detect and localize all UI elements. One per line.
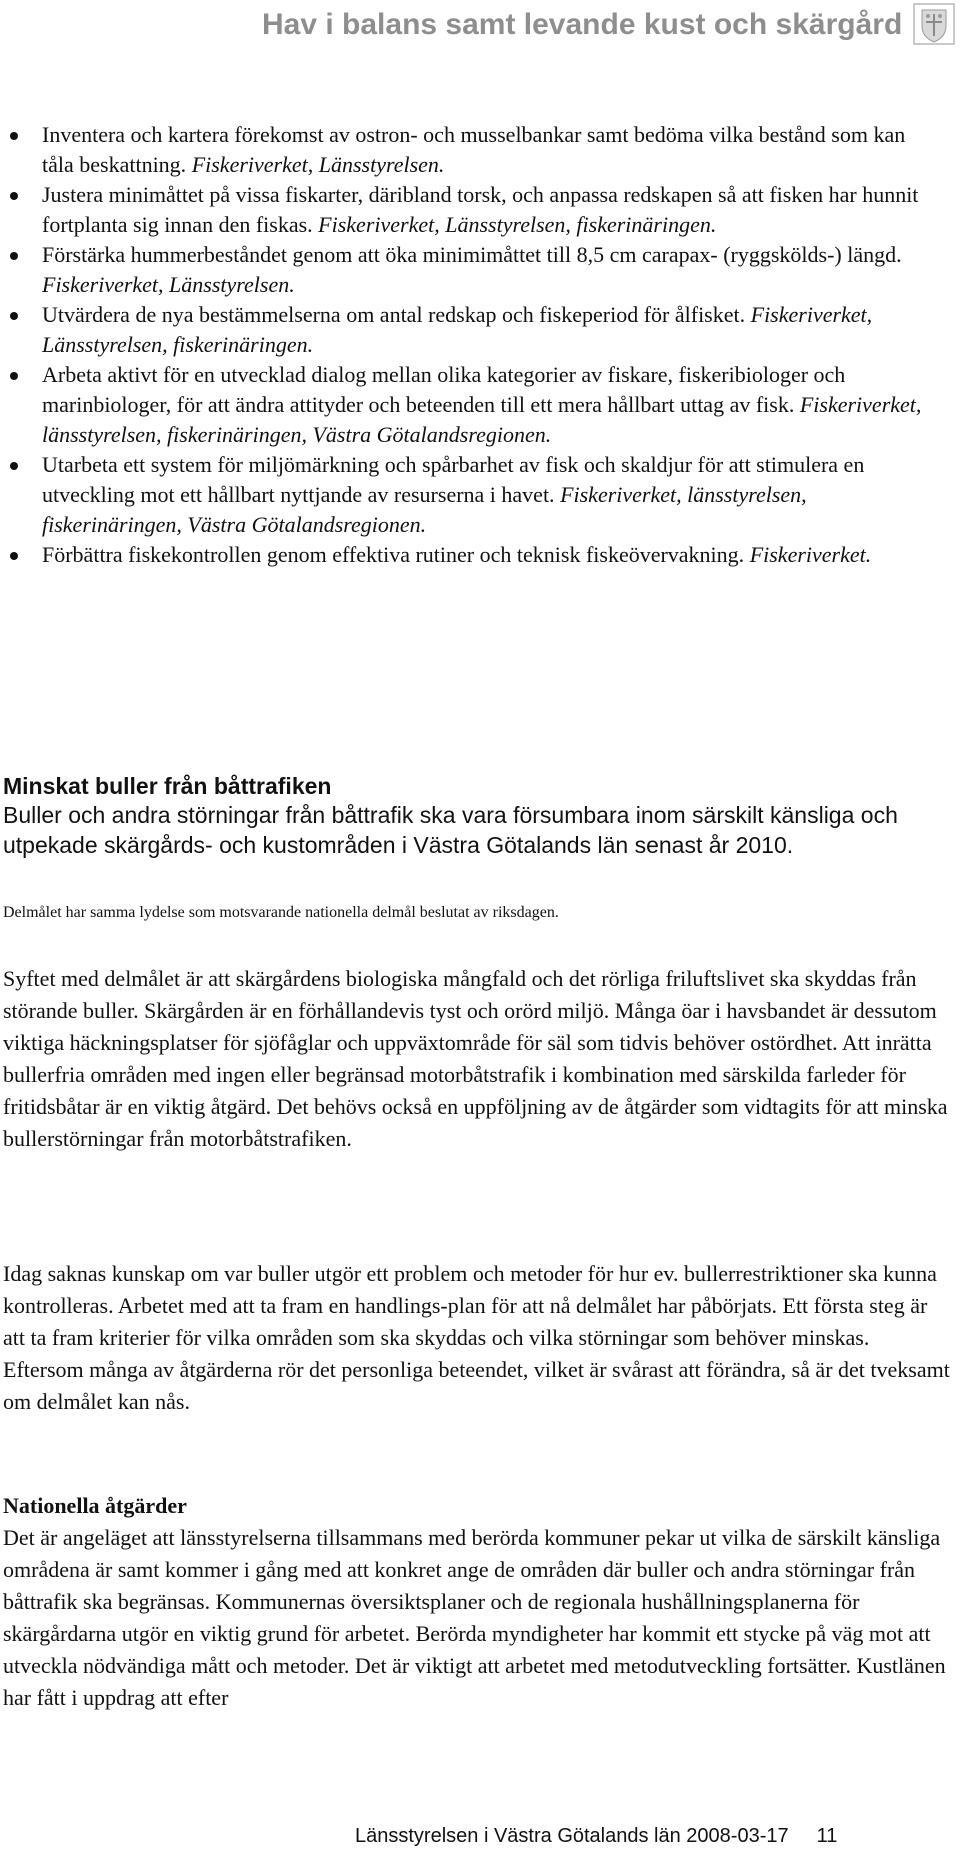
item-responsible: Fiskeriverket, Länsstyrelsen, fiskerinäringen. [42,302,873,357]
list-item [0,540,922,570]
paragraph-purpose: Syftet med delmålet är att skärgårdens biologiska mångfald och det rörliga friluftslivet ska skyddas från störande buller. Skärgården är en förhållandevis tyst och orörd miljö. Många öar i havsbandet är dessutom viktiga häckningsplatser för sjöfåglar och uppväxtområde för säl som tidvis behöver ostördhet. Att inrätta bullerfria områden med ingen eller begränsad motorbåtstrafik i kombination med särskilda farleder för fritidsbåtar är en viktig åtgärd. Det behövs också en uppföljning av de åtgärder som vidtagits för att minska bullerstörningar från motorbåtstrafiken. [3,966,948,1151]
page-header [0,0,960,60]
goal-statement: Buller och andra störningar från båttrafik ska vara försumbara inom särskilt känsliga och utpekade skärgårds- och kustområden i Västra Götalands län senast år 2010. [3,802,898,858]
list-item [0,360,922,450]
item-text: Förstärka hummerbeståndet genom att öka minimimåttet till 8,5 cm carapax- (ryggskölds-) längd. [42,242,902,267]
paragraph-national-measures: Det är angeläget att länsstyrelserna tillsammans med berörda kommuner pekar ut vilka de särskilt känsliga områdena är samt kommer i gång med att konkret ange de områden där buller och andra störningar från båttrafik ska begränsas. Kommunernas översiktsplaner och de regionala hushållningsplanerna för skärgårdarna utgör en viktig grund för arbetet. Berörda myndigheter har kommit ett stycke på väg mot att utveckla nödvändiga mått och metoder. Det är viktigt att arbetet med metodutveckling fortsätter. Kustlänen har fått i uppdrag att efter [3,1525,946,1710]
county-coat-of-arms-logo [912,2,956,46]
goal-note: Delmålet har samma lydelse som motsvarande nationella delmål beslutat av riksdagen. [3,904,559,921]
item-responsible: Fiskeriverket, Länsstyrelsen. [42,272,295,297]
page-number: 11 [816,1825,838,1847]
item-responsible: Fiskeriverket, länsstyrelsen, fiskerinäringen, Västra Götalandsregionen. [42,482,807,537]
item-responsible: Fiskeriverket. [749,542,872,567]
item-text: Justera minimåttet på vissa fiskarter, däribland torsk, och anpassa redskapen så att fisken har hunnit fortplanta sig innan den fiskas. [42,182,919,237]
item-text: Utvärdera de nya bestämmelserna om antal redskap och fiskeperiod för ålfisket. [42,302,746,327]
item-text: Inventera och kartera förekomst av ostron- och musselbankar samt bedöma vilka bestånd som kan tåla beskattning. [42,122,906,177]
item-responsible: Fiskeriverket, Länsstyrelsen, fiskerinäringen. [318,212,717,237]
list-item [0,240,922,300]
header-title: Hav i balans samt levande kust och skärgård [262,8,903,41]
action-list [0,120,960,570]
paragraph-status: Idag saknas kunskap om var buller utgör ett problem och metoder för hur ev. bullerrestriktioner ska kunna kontrolleras. Arbetet med att ta fram en handlings-plan för att nå delmålet har påbörjats. Ett första steg är att ta fram kriterier för vilka områden som ska skyddas och vilka störningar som behöver minskas. Eftersom många av åtgärderna rör det personliga beteendet, vilket är svårast att förändra, så är det tveksamt om delmålet kan nås. [3,1261,950,1414]
item-text: Förbättra fiskekontrollen genom effektiva rutiner och teknisk fiskeövervakning. [42,542,745,567]
item-text: Arbeta aktivt för en utvecklad dialog mellan olika kategorier av fiskare, fiskeribiologer och marinbiologer, för att ändra attityder och beteenden till ett mera hållbart uttag av fisk. [42,362,846,417]
list-item [0,300,922,360]
item-responsible: Fiskeriverket, Länsstyrelsen. [191,152,445,177]
list-item [0,180,922,240]
list-item [0,120,922,180]
list-item [0,450,922,540]
page-footer [355,1824,837,1848]
section-heading: Minskat buller från båttrafiken [3,773,332,799]
subsection-heading: Nationella åtgärder [3,1493,187,1518]
item-text: Utarbeta ett system för miljömärkning och spårbarhet av fisk och skaldjur för att stimulera en utveckling mot ett hållbart nyttjande av resurserna i havet. [42,452,865,507]
footer-org-date: Länsstyrelsen i Västra Götalands län 2008-03-17 [355,1825,789,1847]
item-responsible: Fiskeriverket, länsstyrelsen, fiskerinäringen, Västra Götalandsregionen. [42,392,922,447]
